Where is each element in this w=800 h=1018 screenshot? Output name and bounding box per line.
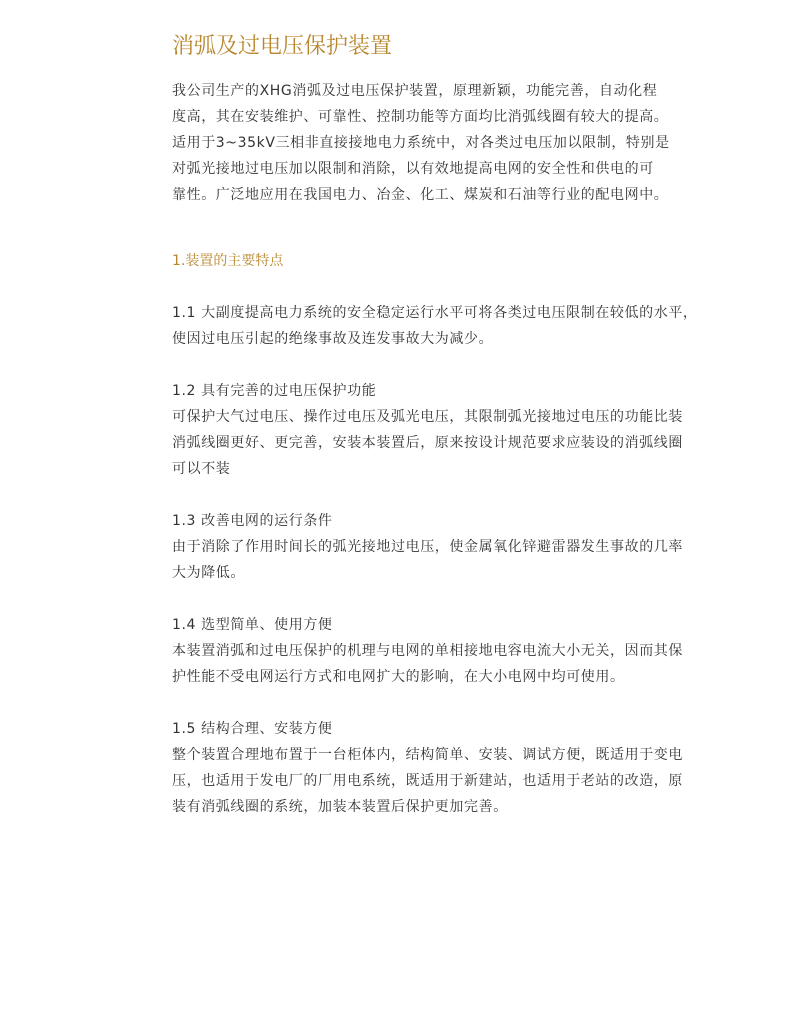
- feature-line: 整个装置合理地布置于一台柜体内，结构简单、安装、调试方便，既适用于变电: [172, 747, 683, 763]
- feature-item-1-1: [172, 300, 742, 352]
- feature-line: 压，也适用于发电厂的厂用电系统，既适用于新建站，也适用于老站的改造，原: [172, 773, 683, 789]
- intro-line: 度高，其在安装维护、可靠性、控制功能等方面均比消弧线圈有较大的提高。: [172, 109, 669, 125]
- feature-line: 使因过电压引起的绝缘事故及连发事故大为减少。: [172, 331, 494, 347]
- feature-line: 由于消除了作用时间长的弧光接地过电压，使金属氧化锌避雷器发生事故的几率: [172, 539, 683, 555]
- feature-title: 1.2 具有完善的过电压保护功能: [172, 383, 377, 399]
- intro-line: 靠性。广泛地应用在我国电力、冶金、化工、煤炭和石油等行业的配电网中。: [172, 187, 669, 203]
- feature-line: 本装置消弧和过电压保护的机理与电网的单相接地电容电流大小无关，因而其保: [172, 643, 683, 659]
- feature-body: [172, 742, 742, 820]
- section-heading: 1.装置的主要特点: [172, 253, 284, 269]
- feature-item-1-3: [172, 508, 742, 586]
- page-title: 消弧及过电压保护装置: [172, 34, 393, 59]
- feature-body: [172, 404, 742, 482]
- feature-title: 1.5 结构合理、安装方便: [172, 721, 333, 737]
- feature-line: 可以不装: [172, 461, 231, 477]
- feature-line: 护性能不受电网运行方式和电网扩大的影响，在大小电网中均可使用。: [172, 669, 625, 685]
- intro-line: 适用于3~35kV三相非直接接地电力系统中，对各类过电压加以限制，特别是: [172, 135, 670, 151]
- feature-line: 可保护大气过电压、操作过电压及弧光电压，其限制弧光接地过电压的功能比装: [172, 409, 683, 425]
- feature-item-1-5: [172, 716, 742, 820]
- intro-line: 我公司生产的XHG消弧及过电压保护装置，原理新颖，功能完善，自动化程: [172, 83, 658, 99]
- feature-body: [172, 534, 742, 586]
- feature-body: [172, 326, 742, 352]
- feature-body: [172, 638, 742, 690]
- feature-item-1-4: [172, 612, 742, 690]
- feature-title: 1.3 改善电网的运行条件: [172, 513, 333, 529]
- intro-line: 对弧光接地过电压加以限制和消除，以有效地提高电网的安全性和供电的可: [172, 161, 654, 177]
- intro-paragraph: [172, 78, 742, 208]
- document-page: [172, 32, 742, 846]
- feature-item-1-2: [172, 378, 742, 482]
- feature-title: 1.1 大副度提高电力系统的安全稳定运行水平可将各类过电压限制在较低的水平，: [172, 305, 698, 321]
- feature-title: 1.4 选型简单、使用方便: [172, 617, 333, 633]
- feature-line: 大为降低。: [172, 565, 245, 581]
- feature-line: 装有消弧线圈的系统，加装本装置后保护更加完善。: [172, 799, 508, 815]
- feature-line: 消弧线圈更好、更完善，安装本装置后，原来按设计规范要求应装设的消弧线圈: [172, 435, 683, 451]
